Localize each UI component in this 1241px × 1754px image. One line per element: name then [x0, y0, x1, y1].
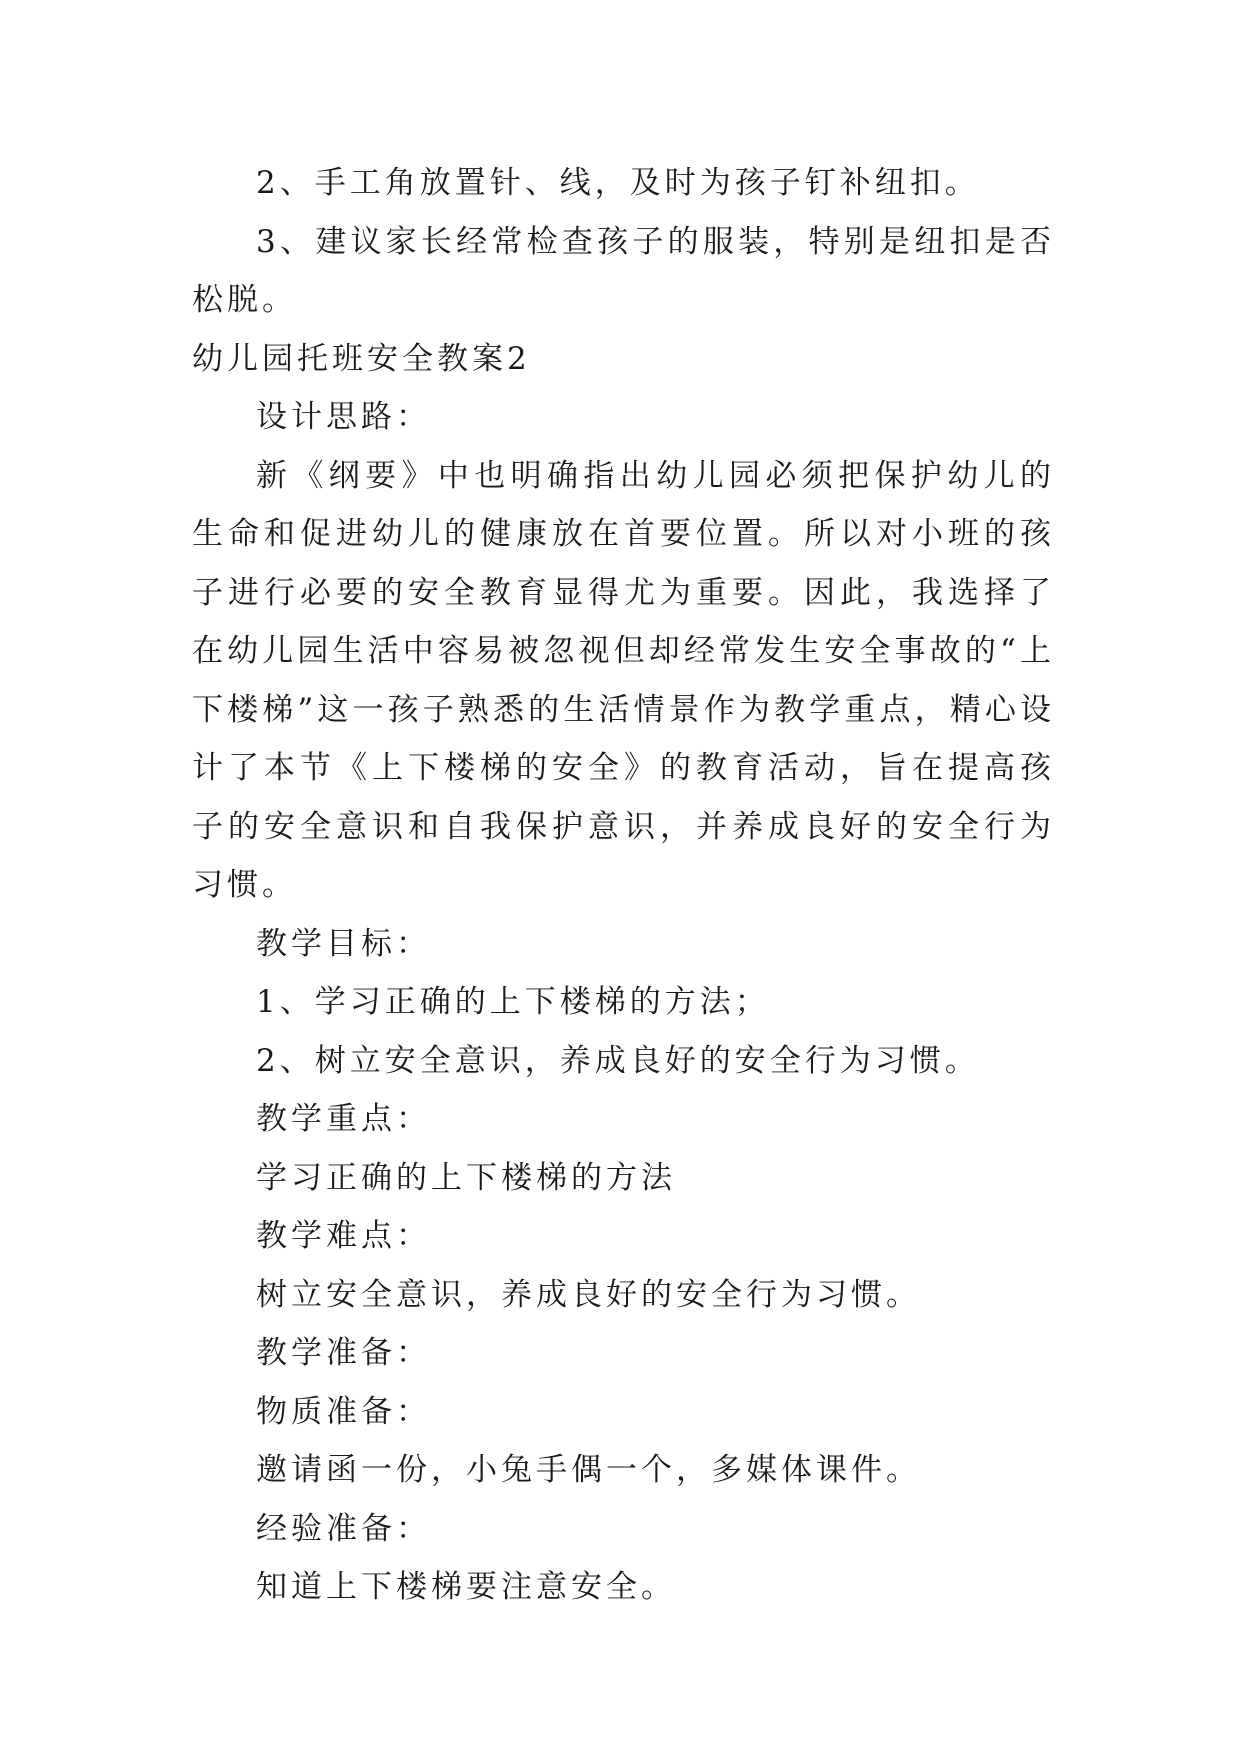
design-idea-paragraph: 新《纲要》中也明确指出幼儿园必须把保护幼儿的生命和促进幼儿的健康放在首要位置。所以对小班的孩子进行必要的安全教育显得尤为重要。因此，我选择了在幼儿园生活中容易被忽视但却经常发生安全事故的“上下楼梯”这一孩子熟悉的生活情景作为教学重点，精心设计了本节《上下楼梯的安全》的教育活动，旨在提高孩子的安全意识和自我保护意识，并养成良好的安全行为习惯。	[192, 457, 1055, 903]
experience-preparation-label: 经验准备：	[256, 1510, 431, 1547]
teaching-difficulty-label: 教学难点：	[256, 1218, 431, 1254]
teaching-goals-label: 教学目标：	[256, 925, 431, 962]
experience-preparation-text: 知道上下楼梯要注意安全。	[256, 1569, 676, 1605]
teaching-preparation-label: 教学准备：	[256, 1335, 431, 1371]
material-preparation-text: 邀请函一份，小兔手偶一个，多媒体课件。	[256, 1452, 921, 1488]
teaching-focus-text: 学习正确的上下楼梯的方法	[256, 1159, 676, 1196]
design-idea-label: 设计思路：	[256, 399, 431, 435]
teaching-goal-1: 1、学习正确的上下楼梯的方法；	[256, 984, 770, 1020]
paragraph-item-3: 3、建议家长经常检查孩子的服装，特别是纽扣是否松脱。	[192, 223, 1055, 318]
teaching-difficulty-text: 树立安全意识，养成良好的安全行为习惯。	[256, 1276, 921, 1313]
material-preparation-label: 物质准备：	[256, 1393, 431, 1430]
paragraph-item-2: 2、手工角放置针、线，及时为孩子钉补纽扣。	[256, 165, 980, 201]
teaching-goal-2: 2、树立安全意识，养成良好的安全行为习惯。	[256, 1042, 980, 1079]
teaching-focus-label: 教学重点：	[256, 1101, 431, 1137]
document-body	[192, 154, 1055, 1617]
section-heading: 幼儿园托班安全教案2	[192, 340, 531, 377]
